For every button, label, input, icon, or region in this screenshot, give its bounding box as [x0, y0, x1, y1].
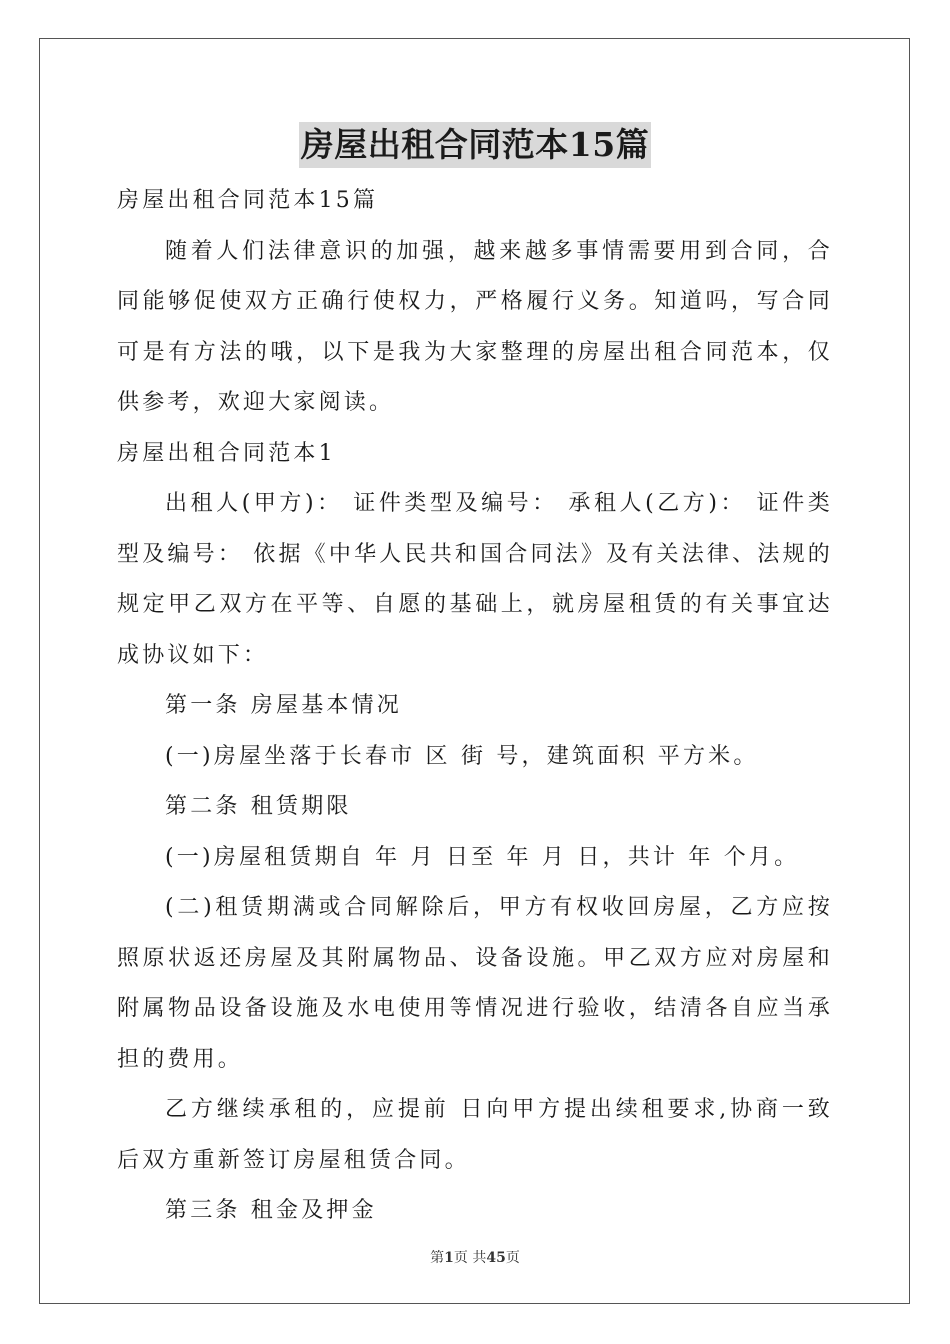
document-title: 房屋出租合同范本15篇 — [299, 122, 651, 168]
paragraph: (一)房屋租赁期自 年 月 日至 年 月 日，共计 年 个月。 — [165, 844, 800, 870]
footer-current-page: 1 — [444, 1250, 454, 1266]
paragraph: 房屋出租合同范本1 — [117, 440, 336, 466]
paragraph: 第三条 租金及押金 — [165, 1198, 377, 1223]
footer-total-pages: 45 — [486, 1250, 506, 1266]
paragraph: (一)房屋坐落于长春市 区 街 号，建筑面积 平方米。 — [165, 743, 759, 769]
paragraph: 第一条 房屋基本情况 — [165, 693, 402, 718]
footer-page-prefix: 第 — [430, 1250, 445, 1266]
page-footer — [0, 1247, 950, 1267]
paragraph: 第二条 租赁期限 — [165, 794, 352, 819]
footer-page-mid: 页 共 — [453, 1250, 487, 1266]
footer-page-suffix: 页 — [505, 1250, 520, 1266]
document-body — [117, 176, 833, 1237]
paragraph: (二)租赁期满或合同解除后，甲方有权收回房屋，乙方应按照原状返还房屋及其附属物品、设备设施。甲乙双方应对房屋和附属物品设备设施及水电使用等情况进行验收，结清各自应当承担的费用。 — [117, 895, 833, 1072]
paragraph: 房屋出租合同范本15篇 — [117, 188, 379, 213]
paragraph: 随着人们法律意识的加强，越来越多事情需要用到合同，合同能够促使双方正确行使权力，严格履行义务。知道吗，写合同可是有方法的哦，以下是我为大家整理的房屋出租合同范本，仅供参考，欢迎大家阅读。 — [117, 238, 833, 415]
title-container — [0, 122, 950, 168]
paragraph: 乙方继续承租的，应提前 日向甲方提出续租要求,协商一致后双方重新签订房屋租赁合同。 — [117, 1097, 833, 1173]
paragraph: 出租人(甲方)： 证件类型及编号： 承租人(乙方)： 证件类型及编号： 依据《中华人民共和国合同法》及有关法律、法规的规定甲乙双方在平等、自愿的基础上，就房屋租赁的有关事宜达成协议如下： — [117, 491, 833, 668]
